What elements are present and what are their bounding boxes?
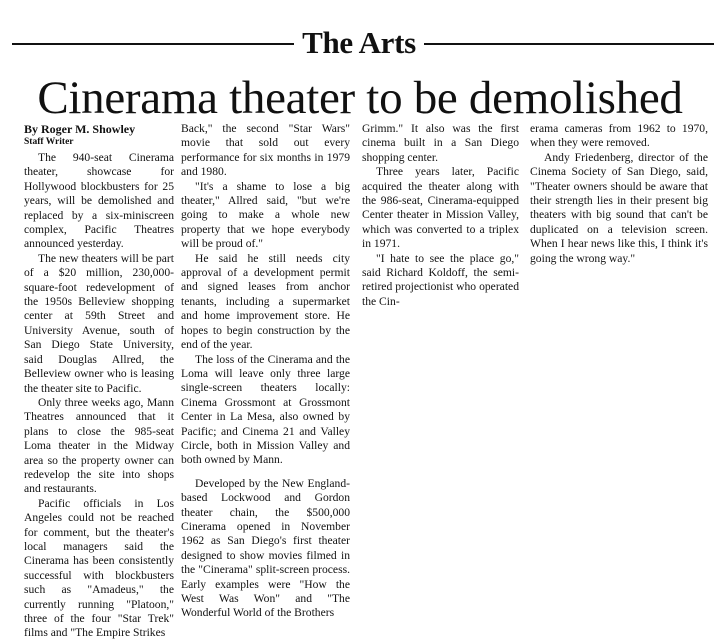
paragraph: "I hate to see the place go," said Richard Koldoff, the semi-retired projectionist who operated the Cin- — [362, 251, 519, 308]
paragraph: The 940-seat Cinerama theater, showcase for Hollywood blockbusters for 25 years, will be demolished and replaced by a six-miniscreen complex, Pacific Theatres announced yesterday. — [24, 151, 174, 251]
byline: By Roger M. Showley — [24, 122, 136, 136]
paragraph: "It's a shame to lose a big theater," Allred said, "but we're going to make a whole new property that we hope everybody will be proud of." — [181, 179, 350, 251]
byline-role: Staff Writer — [24, 137, 74, 147]
column-4 — [530, 122, 708, 266]
paragraph: He said he still needs city approval of a development permit and signed leases from anchor tenants, including a supermarket and home improvement store. He hopes to begin construction by the end of the year. — [181, 251, 350, 352]
paragraph: Andy Friedenberg, director of the Cinema Society of San Diego, said, "Theater owners should be aware that their strength lies in their present big theaters with big sound that can't be duplicated on a television screen. When I hear news like this, I think it's going the wrong way." — [530, 150, 708, 265]
paragraph: The new theaters will be part of a $20 million, 230,000-square-foot redevelopment of the 1950s Belleview shopping center at 59th Street and University Avenue, south of San Diego State University, said Douglas Allred, the Belleview owner who is leasing the theater site to Pacific. — [24, 251, 174, 395]
paragraph: Only three weeks ago, Mann Theatres announced that it plans to close the 985-seat Loma theater in the Midway area so the property owner can redevelop the site into shops and restaurants. — [24, 395, 174, 496]
paragraph: Three years later, Pacific acquired the theater along with the 986-seat, Cinerama-equipped Center theater in Mission Valley, which was converted to a triplex in 1971. — [362, 165, 519, 251]
paragraph: Developed by the New England-based Lockwood and Gordon theater chain, the $500,000 Cinerama opened in November 1962 as San Diego's first theater designed to show movies filmed in the "Cinerama" split-screen process. Early examples were "How the West Was Won" and "The Wonderful World of the Brothers — [181, 476, 350, 620]
section-rule-right — [424, 43, 714, 45]
section-title: The Arts — [302, 25, 416, 60]
paragraph: erama cameras from 1962 to 1970, when they were removed. — [530, 122, 708, 150]
paragraph: The loss of the Cinerama and the Loma will leave only three large single-screen theaters locally: Cinema Grossmont at Grossmont Center in La Mesa, also owned by Pacific; and Cinema 21 and Valley Circle, both in Mission Valley and both owned by Mann. — [181, 352, 350, 467]
headline: Cinerama theater to be demolished — [37, 72, 683, 124]
column-1 — [24, 122, 174, 641]
column-3 — [362, 122, 519, 309]
column-2 — [181, 122, 350, 621]
paragraph: Grimm." It also was the first cinema built in a San Diego shopping center. — [362, 122, 519, 164]
section-rule-left — [12, 43, 294, 45]
section-header — [0, 22, 720, 62]
paragraph: Pacific officials in Los Angeles could not be reached for comment, but the theater's local managers said the Cinerama has been consistently successful with blockbusters such as "Amadeus," the currently running "Platoon," three of the four "Star Trek" films and "The Empire Strikes — [24, 496, 174, 640]
paragraph: Back," the second "Star Wars" movie that sold out every performance for six months in 1979 and 1980. — [181, 122, 350, 179]
